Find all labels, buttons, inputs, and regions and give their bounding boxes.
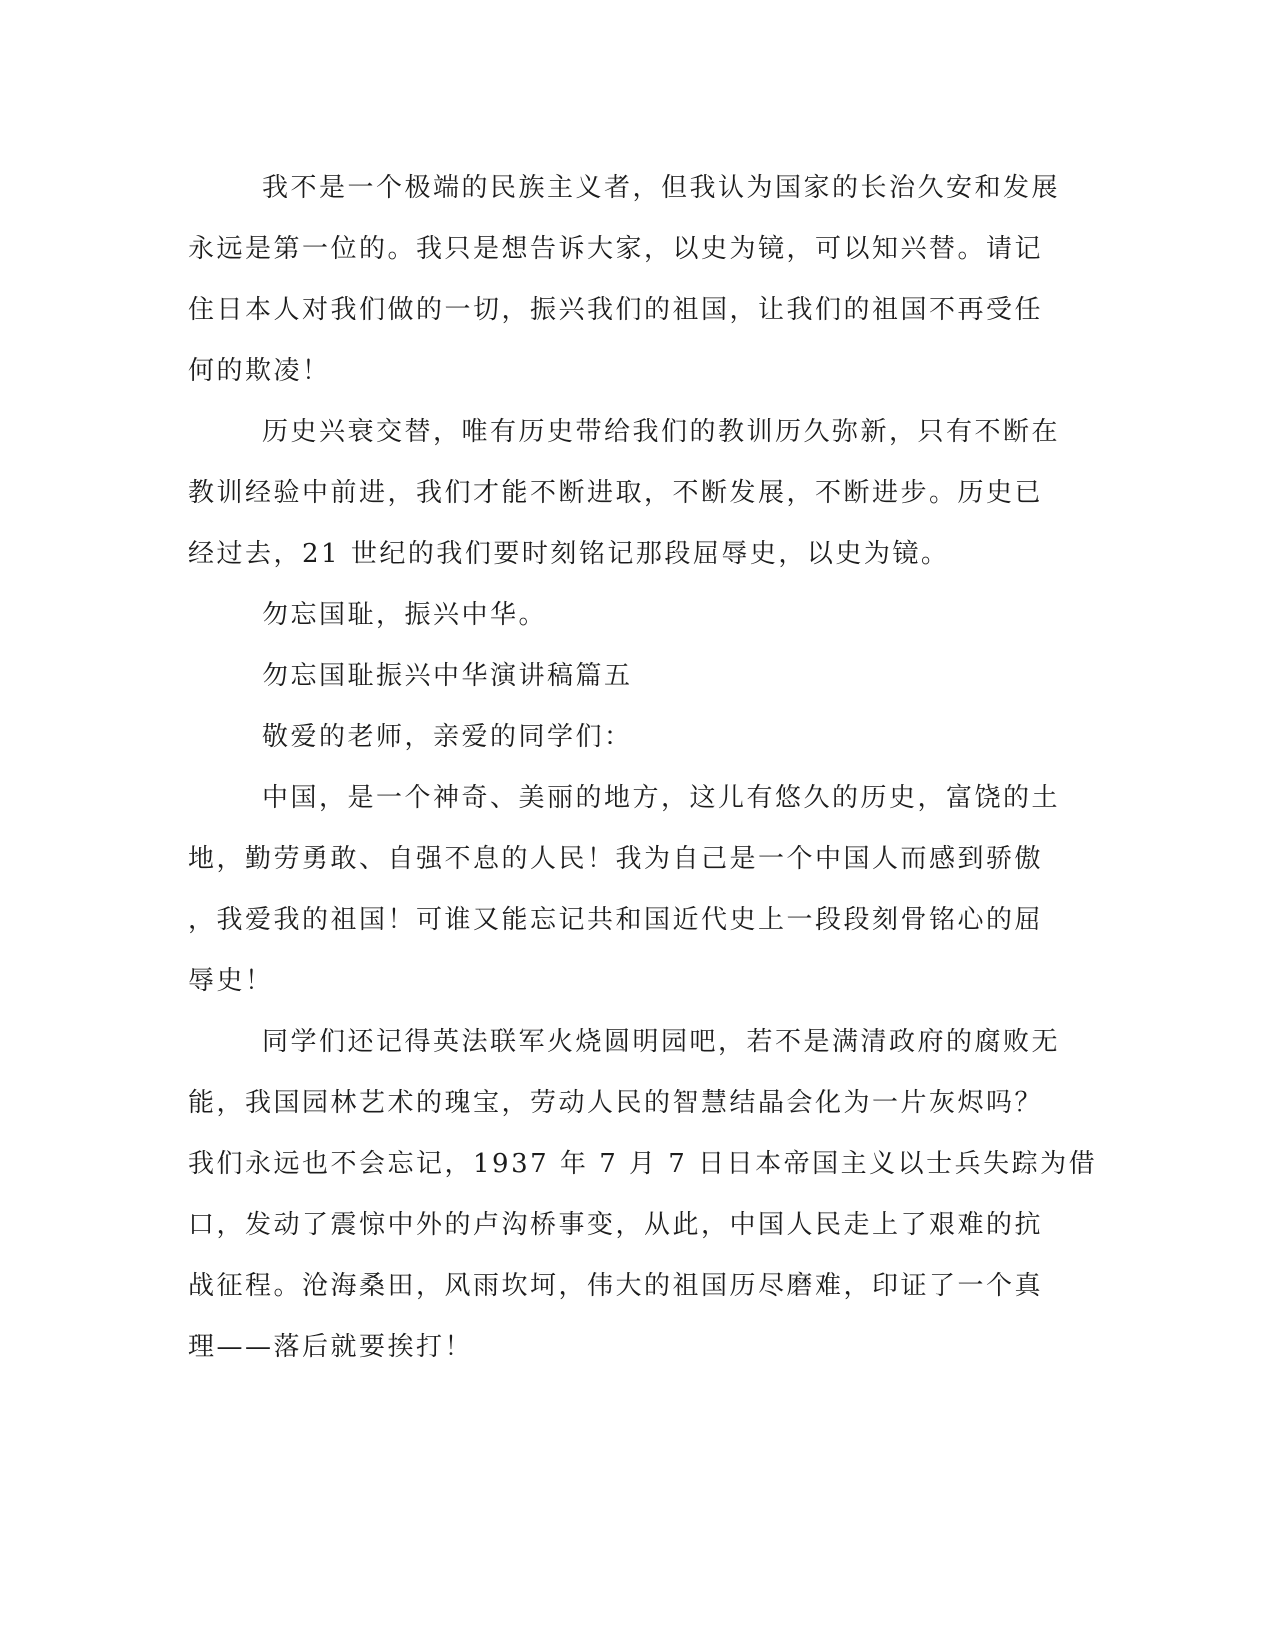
document-body [188, 158, 1098, 1378]
text-line: 理——落后就要挨打！ [188, 1332, 474, 1362]
text-line: 勿忘国耻振兴中华演讲稿篇五 [262, 661, 633, 691]
text-line: 教训经验中前进，我们才能不断进取，不断发展，不断进步。历史已 [188, 478, 1044, 508]
text-line: 地，勤劳勇敢、自强不息的人民！我为自己是一个中国人而感到骄傲 [188, 844, 1044, 874]
text-line: 口，发动了震惊中外的卢沟桥事变，从此，中国人民走上了艰难的抗 [188, 1210, 1044, 1240]
salutation [188, 707, 1068, 768]
text-line: 能，我国园林艺术的瑰宝，劳动人民的智慧结晶会化为一片灰烬吗？ [188, 1088, 1044, 1118]
paragraph-3 [188, 585, 1068, 646]
text-line: ，我爱我的祖国！可谁又能忘记共和国近代史上一段段刻骨铭心的屈 [188, 905, 1044, 935]
text-line: 历史兴衰交替，唯有历史带给我们的教训历久弥新，只有不断在 [262, 417, 1061, 447]
paragraph-6 [188, 768, 1068, 1012]
text-line: 我不是一个极端的民族主义者，但我认为国家的长治久安和发展 [262, 173, 1061, 203]
text-line: 勿忘国耻，振兴中华。 [262, 600, 548, 630]
paragraph-7 [188, 1012, 1098, 1378]
text-line: 辱史！ [188, 966, 274, 996]
paragraph-1 [188, 158, 1068, 402]
text-line: 敬爱的老师，亲爱的同学们： [262, 722, 633, 752]
text-line: 住日本人对我们做的一切，振兴我们的祖国，让我们的祖国不再受任 [188, 295, 1044, 325]
paragraph-2 [188, 402, 1068, 585]
text-line: 中国，是一个神奇、美丽的地方，这儿有悠久的历史，富饶的土 [262, 783, 1061, 813]
text-line: 永远是第一位的。我只是想告诉大家，以史为镜，可以知兴替。请记 [188, 234, 1044, 264]
section-heading [188, 646, 1068, 707]
text-line: 战征程。沧海桑田，风雨坎坷，伟大的祖国历尽磨难，印证了一个真 [188, 1271, 1044, 1301]
text-line: 何的欺凌！ [188, 356, 331, 386]
text-line: 经过去，21 世纪的我们要时刻铭记那段屈辱史，以史为镜。 [188, 539, 950, 569]
text-line: 同学们还记得英法联军火烧圆明园吧，若不是满清政府的腐败无 [262, 1027, 1061, 1057]
text-line: 我们永远也不会忘记，1937 年 7 月 7 日日本帝国主义以士兵失踪为借 [188, 1149, 1098, 1179]
